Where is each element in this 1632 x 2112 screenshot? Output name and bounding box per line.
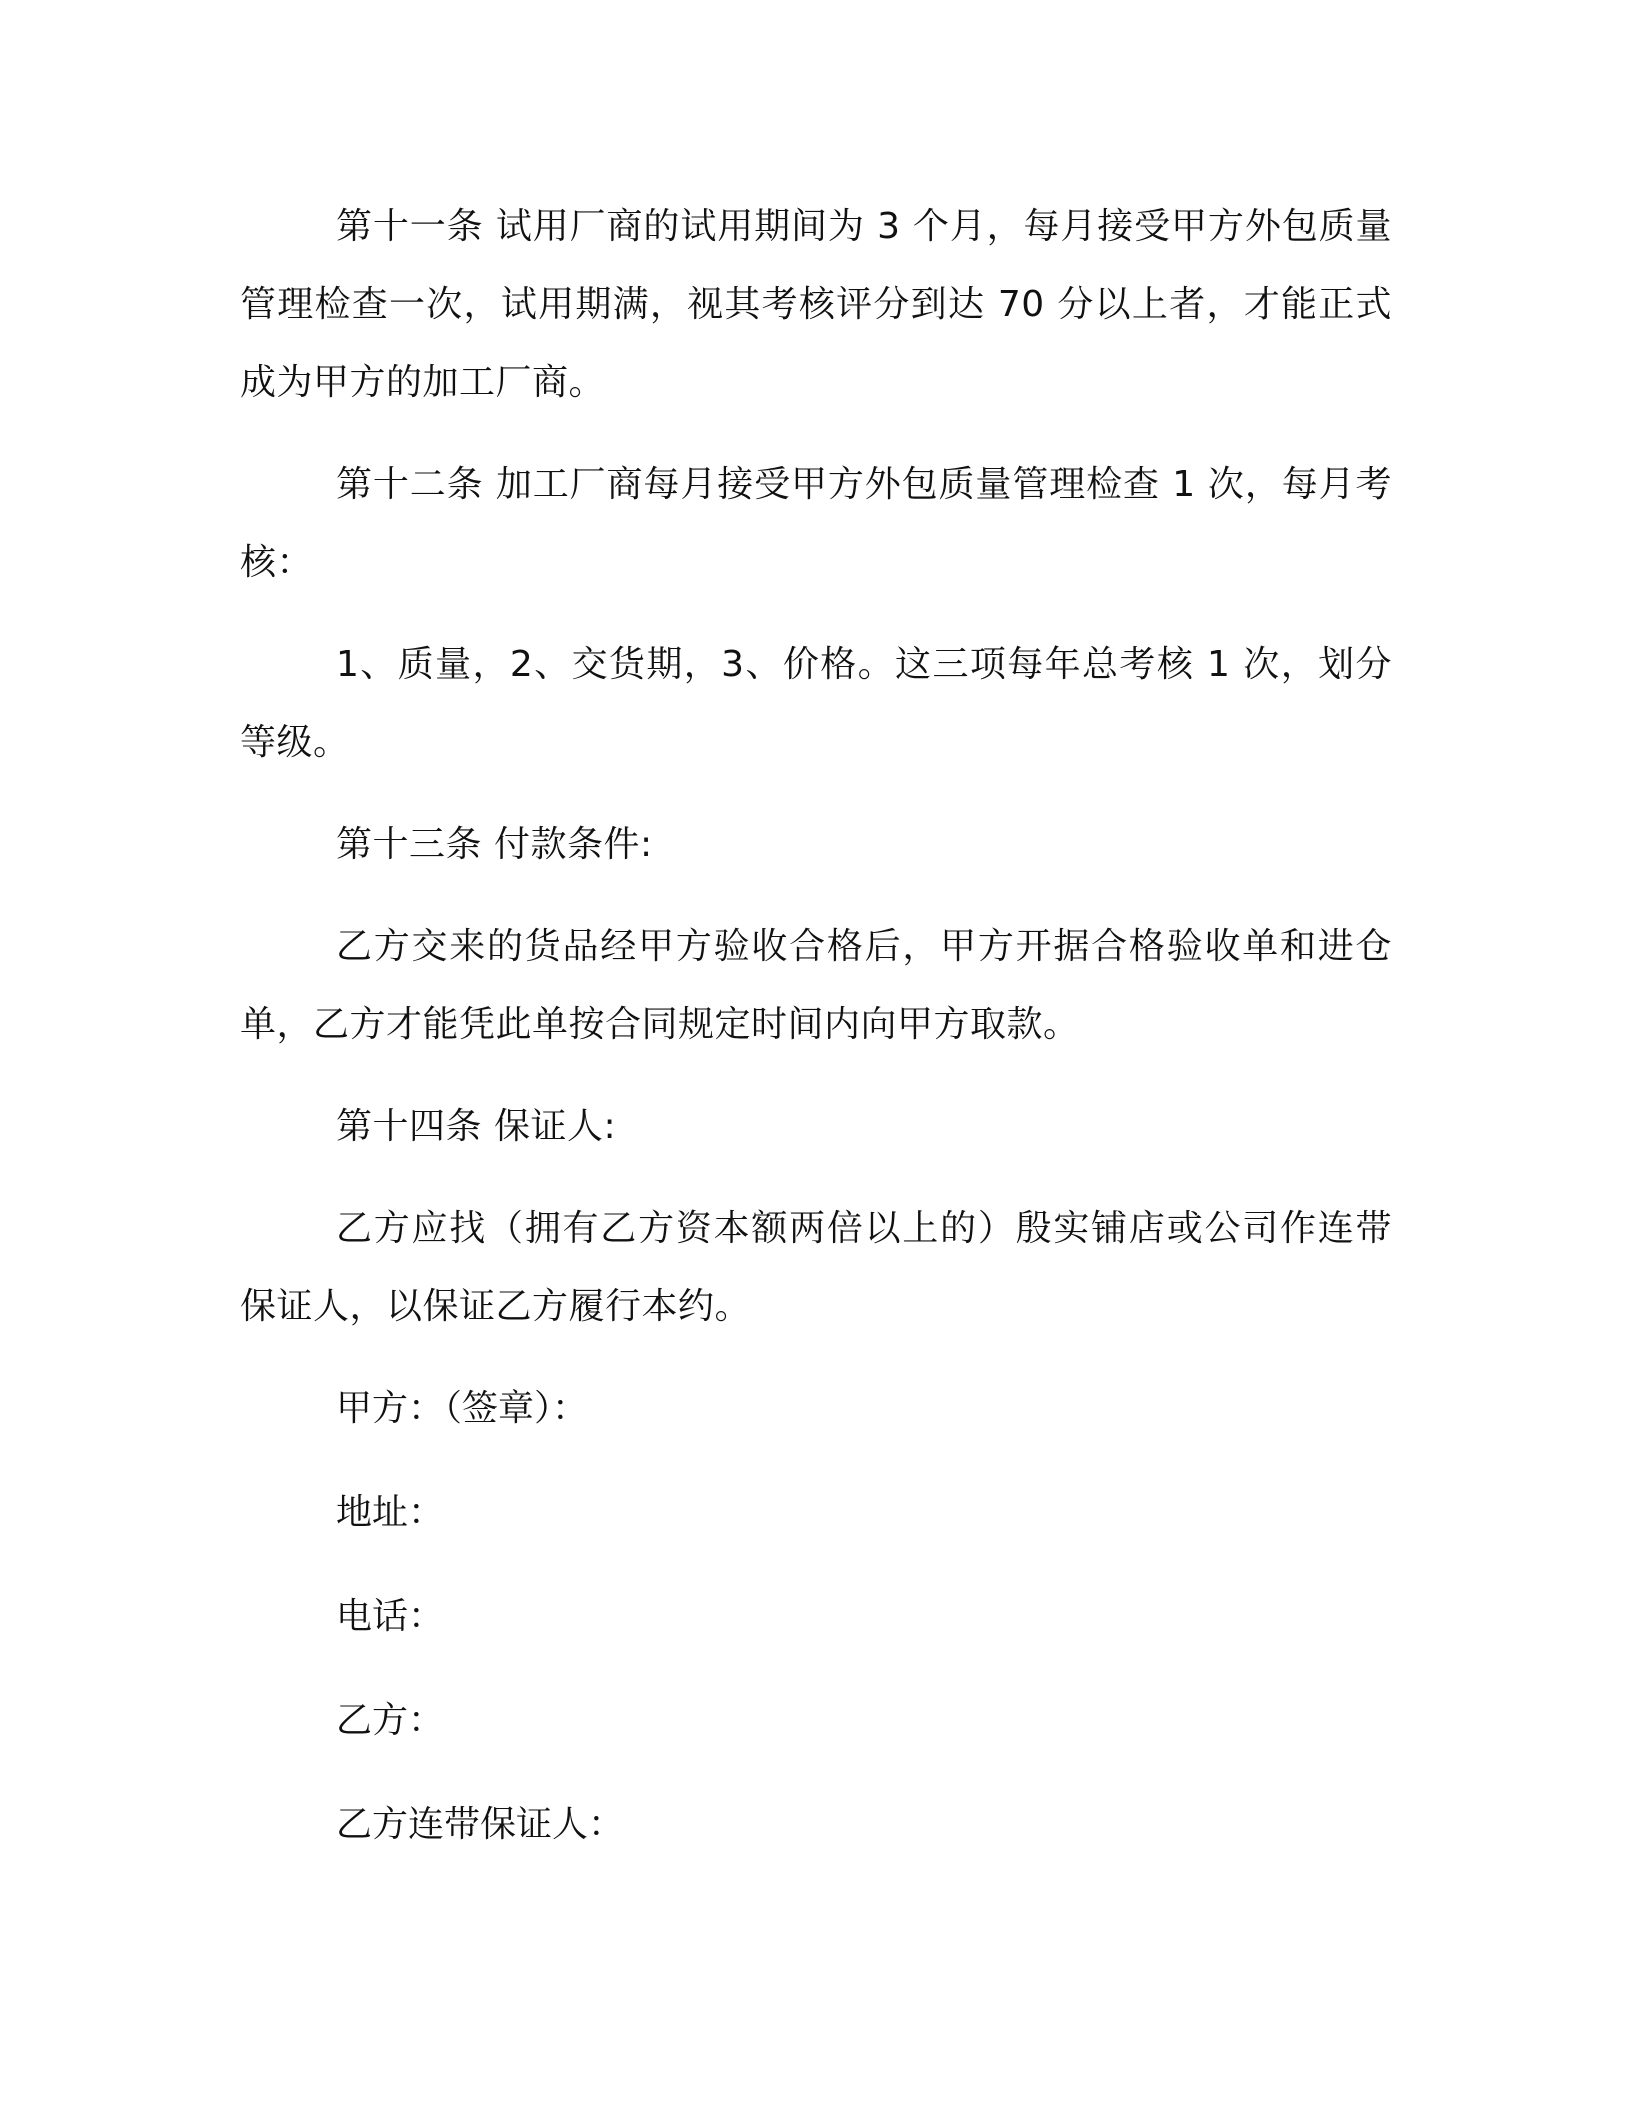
party-a-signature-line: 甲方：（签章）： bbox=[336, 1388, 589, 1429]
guarantor-paragraph: 乙方应找（拥有乙方资本额两倍以上的）殷实铺店或公司作连带保证人，以保证乙方履行本约。 bbox=[240, 1208, 1392, 1327]
phone-line: 电话： bbox=[336, 1596, 445, 1637]
article-12-paragraph: 第十二条 加工厂商每月接受甲方外包质量管理检查 1 次，每月考核： bbox=[240, 464, 1392, 583]
party-b-guarantor-line: 乙方连带保证人： bbox=[336, 1804, 625, 1845]
article-11-paragraph: 第十一条 试用厂商的试用期间为 3 个月，每月接受甲方外包质量管理检查一次，试用期满，视其考核评分到达 70 分以上者，才能正式成为甲方的加工厂商。 bbox=[240, 206, 1392, 403]
address-line: 地址： bbox=[336, 1492, 445, 1533]
payment-terms-paragraph: 乙方交来的货品经甲方验收合格后，甲方开据合格验收单和进仓单，乙方才能凭此单按合同规定时间内向甲方取款。 bbox=[240, 926, 1392, 1045]
party-b-line: 乙方： bbox=[336, 1700, 445, 1741]
article-13-heading: 第十三条 付款条件: bbox=[336, 824, 653, 865]
article-14-heading: 第十四条 保证人: bbox=[336, 1106, 617, 1147]
assessment-items-paragraph: 1、质量，2、交货期，3、价格。这三项每年总考核 1 次，划分等级。 bbox=[240, 644, 1392, 763]
document-page bbox=[240, 188, 1392, 1890]
